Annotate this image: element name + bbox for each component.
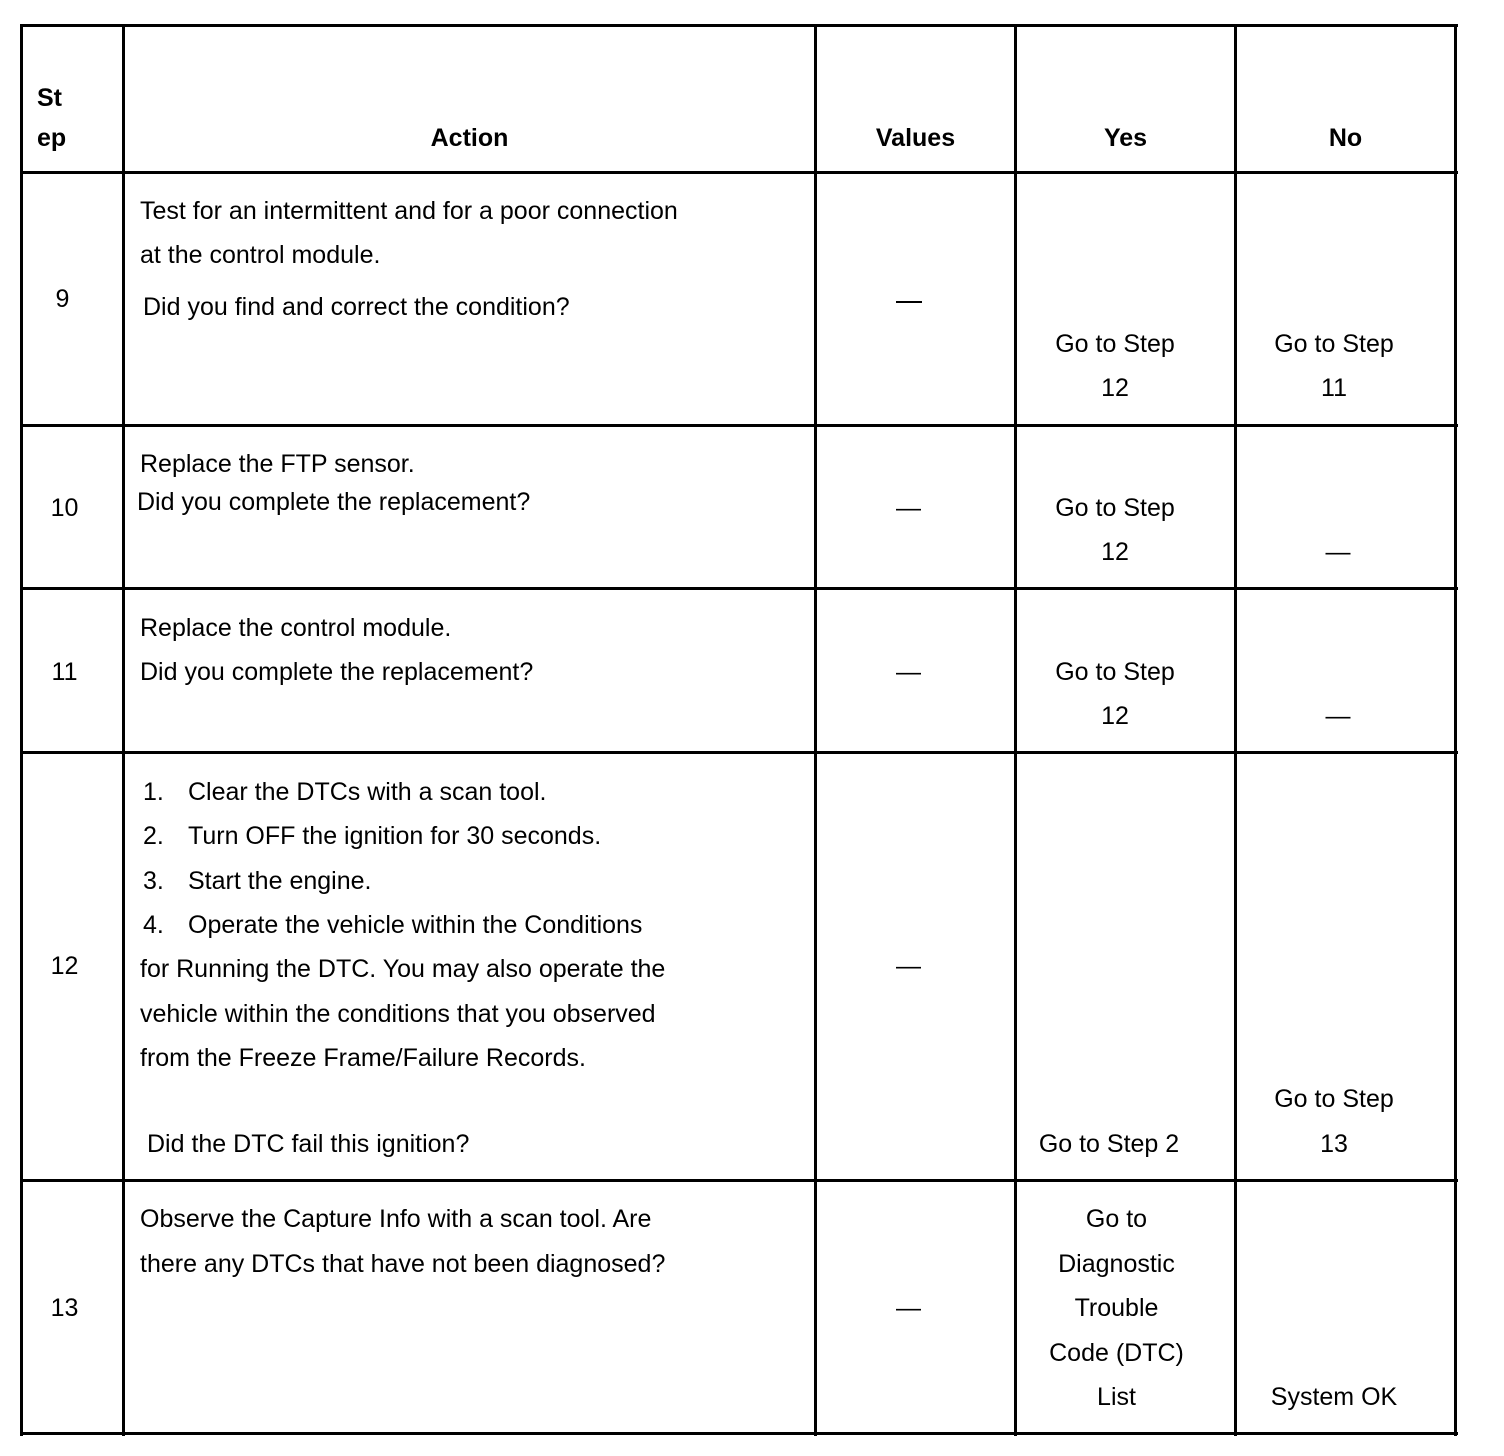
values-dash	[896, 301, 922, 303]
no-line: Go to Step	[1274, 330, 1394, 358]
action-item-text: Clear the DTCs with a scan tool.	[188, 778, 547, 806]
yes-line: Diagnostic	[1058, 1250, 1175, 1278]
no-line: Go to Step	[1274, 1085, 1394, 1113]
no-line: System OK	[1270, 1383, 1398, 1411]
action-question: Did you find and correct the condition?	[143, 293, 570, 321]
values-dash: —	[896, 952, 921, 980]
step-number: 12	[50, 952, 79, 980]
header-no: No	[1328, 124, 1363, 152]
header-yes: Yes	[1103, 124, 1148, 152]
row-divider	[20, 587, 1458, 590]
action-item-text: Turn OFF the ignition for 30 seconds.	[188, 822, 602, 850]
action-item-number: 4.	[143, 911, 164, 939]
column-divider	[1014, 24, 1017, 1436]
no-line: 13	[1320, 1130, 1348, 1158]
yes-line: 12	[1101, 374, 1129, 402]
action-item-number: 3.	[143, 867, 164, 895]
action-question: Did the DTC fail this ignition?	[147, 1130, 470, 1158]
diagnostic-table	[20, 24, 1458, 1436]
row-divider	[20, 171, 1458, 174]
action-item-number: 2.	[143, 822, 164, 850]
action-line: Replace the FTP sensor.	[140, 450, 415, 478]
action-item-number: 1.	[143, 778, 164, 806]
header-step-line2: ep	[37, 124, 67, 152]
step-number: 10	[50, 494, 79, 522]
yes-line: Code (DTC)	[1049, 1339, 1184, 1367]
action-question: Did you complete the replacement?	[140, 658, 534, 686]
header-values: Values	[875, 124, 956, 152]
row-divider	[20, 424, 1458, 427]
header-step-line1: St	[37, 84, 62, 112]
row-divider	[20, 1179, 1458, 1182]
values-dash: —	[896, 494, 921, 522]
column-divider	[122, 24, 125, 1436]
yes-line: List	[1097, 1383, 1136, 1411]
no-dash: —	[1325, 702, 1351, 730]
values-dash: —	[896, 1294, 921, 1322]
yes-line: Go to Step	[1055, 494, 1175, 522]
step-number: 9	[55, 285, 70, 313]
step-number: 11	[51, 658, 78, 686]
action-line: there any DTCs that have not been diagnosed?	[140, 1250, 666, 1278]
action-line: Test for an intermittent and for a poor connection	[140, 197, 678, 225]
no-dash: —	[1325, 538, 1351, 566]
action-item-text: Start the engine.	[188, 867, 372, 895]
yes-line: 12	[1101, 702, 1129, 730]
step-number: 13	[50, 1294, 79, 1322]
action-line: at the control module.	[140, 241, 381, 269]
yes-line: Go to Step	[1055, 330, 1175, 358]
table-border-left	[20, 24, 23, 1436]
action-item-text: Operate the vehicle within the Conditions	[188, 911, 643, 939]
no-line: 11	[1321, 374, 1347, 402]
yes-line: Trouble	[1074, 1294, 1159, 1322]
yes-line: Go to	[1085, 1205, 1148, 1233]
column-divider	[814, 24, 817, 1436]
action-line: Observe the Capture Info with a scan tool. Are	[140, 1205, 652, 1233]
table-border-bottom	[20, 1432, 1458, 1435]
action-question: Did you complete the replacement?	[137, 488, 531, 516]
values-dash: —	[896, 658, 921, 686]
action-line: vehicle within the conditions that you observed	[140, 1000, 656, 1028]
header-action: Action	[430, 124, 509, 152]
yes-line: 12	[1101, 538, 1129, 566]
yes-line: Go to Step	[1055, 658, 1175, 686]
row-divider	[20, 751, 1458, 754]
table-border-top	[20, 24, 1458, 27]
action-line: for Running the DTC. You may also operate the	[140, 955, 666, 983]
action-line: from the Freeze Frame/Failure Records.	[140, 1044, 586, 1072]
table-border-right	[1454, 24, 1457, 1436]
yes-line: Go to Step 2	[1038, 1130, 1180, 1158]
action-line: Replace the control module.	[140, 614, 452, 642]
